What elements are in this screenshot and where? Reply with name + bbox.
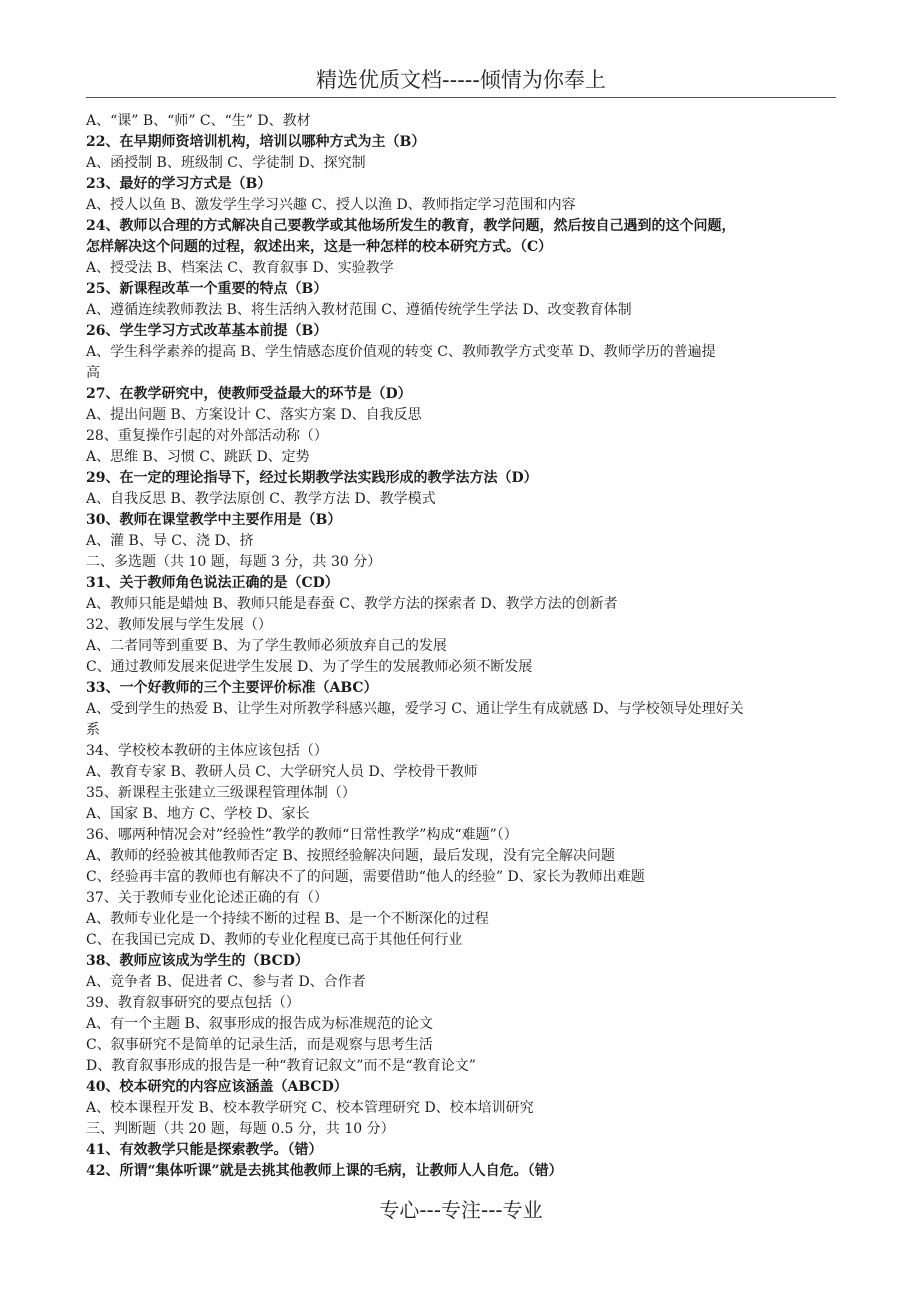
- text-line: A、教师专业化是一个持续不断的过程 B、是一个不断深化的过程: [86, 911, 489, 927]
- text-line: 36、哪两种情况会对”经验性”教学的教师“日常性教学”构成“难题”（）: [86, 827, 518, 843]
- text-line: 31、关于教师角色说法正确的是（CD）: [86, 575, 339, 591]
- text-line: A、校本课程开发 B、校本教学研究 C、校本管理研究 D、校本培训研究: [86, 1100, 534, 1116]
- text-line: A、函授制 B、班级制 C、学徒制 D、探究制: [86, 155, 366, 171]
- text-line: 41、有效教学只能是探索教学。（错）: [86, 1142, 323, 1158]
- text-line: 25、新课程改革一个重要的特点（B）: [86, 281, 328, 297]
- text-line: 40、校本研究的内容应该涵盖（ABCD）: [86, 1079, 348, 1095]
- text-line: A、二者同等到重要 B、为了学生教师必须放弃自己的发展: [86, 638, 447, 654]
- text-line: 37、关于教师专业化论述正确的有（）: [86, 890, 328, 906]
- text-line: 34、学校校本教研的主体应该包括（）: [86, 743, 328, 759]
- header-divider: [86, 97, 836, 98]
- text-line: 38、教师应该成为学生的（BCD）: [86, 953, 309, 969]
- text-line: D、教育叙事形成的报告是一种“教育记叙文”而不是“教育论文”: [86, 1058, 476, 1074]
- text-line: 26、学生学习方式改革基本前提（B）: [86, 323, 328, 339]
- text-line: 29、在一定的理论指导下，经过长期教学法实践形成的教学法方法（D）: [86, 470, 538, 486]
- text-line: 23、最好的学习方式是（B）: [86, 176, 272, 192]
- text-line: A、教师的经验被其他教师否定 B、按照经验解决问题，最后发现，没有完全解决问题: [86, 848, 615, 864]
- text-line: A、受到学生的热爱 B、让学生对所教学科感兴趣，爱学习 C、通让学生有成就感 D、与学校领导处理好关: [86, 701, 744, 717]
- text-line: A、遵循连续教师教法 B、将生活纳入教材范围 C、遵循传统学生学法 D、改变教育体制: [86, 302, 632, 318]
- text-line: A、提出问题 B、方案设计 C、落实方案 D、自我反思: [86, 407, 422, 423]
- text-line: A、教师只能是蜡烛 B、教师只能是春蚕 C、教学方法的探索者 D、教学方法的创新者: [86, 596, 618, 612]
- text-line: 系: [86, 722, 100, 738]
- text-line: 22、在早期师资培训机构，培训以哪种方式为主（B）: [86, 134, 426, 150]
- text-line: A、授人以鱼 B、激发学生学习兴趣 C、授人以渔 D、教师指定学习范围和内容: [86, 197, 576, 213]
- text-line: A、有一个主题 B、叙事形成的报告成为标准规范的论文: [86, 1016, 433, 1032]
- text-line: A、竞争者 B、促进者 C、参与者 D、合作者: [86, 974, 366, 990]
- text-line: A、授受法 B、档案法 C、教育叙事 D、实验教学: [86, 260, 394, 276]
- text-line: 39、教育叙事研究的要点包括（）: [86, 995, 300, 1011]
- document-body: [86, 111, 838, 1182]
- text-line: 33、一个好教师的三个主要评价标准（ABC）: [86, 680, 378, 696]
- footer-text: 专心---专注---专业: [379, 1198, 543, 1222]
- text-line: 32、教师发展与学生发展（）: [86, 617, 272, 633]
- text-line: 35、新课程主张建立三级课程管理体制（）: [86, 785, 356, 801]
- header-title: 精选优质文档-----倾情为你奉上: [316, 68, 606, 92]
- text-line: C、叙事研究不是简单的记录生活，而是观察与思考生活: [86, 1037, 433, 1053]
- text-line: C、通过教师发展来促进学生发展 D、为了学生的发展教师必须不断发展: [86, 659, 533, 675]
- text-line: 30、教师在课堂教学中主要作用是（B）: [86, 512, 342, 528]
- text-line: A、教育专家 B、教研人员 C、大学研究人员 D、学校骨干教师: [86, 764, 478, 780]
- text-line: 三、判断题（共 20 题，每题 0.5 分，共 10 分）: [86, 1121, 395, 1137]
- text-line: A、“课” B、“师” C、“生” D、教材: [86, 113, 311, 129]
- text-line: A、灌 B、导 C、浇 D、挤: [86, 533, 254, 549]
- text-line: 28、重复操作引起的对外部活动称（）: [86, 428, 328, 444]
- text-line: 怎样解决这个问题的过程，叙述出来，这是一种怎样的校本研究方式。（C）: [86, 239, 553, 255]
- text-line: C、经验再丰富的教师也有解决不了的问题，需要借助“他人的经验” D、家长为教师出难题: [86, 869, 645, 885]
- text-line: 24、教师以合理的方式解决自己要教学或其他场所发生的教育，教学问题，然后按自己遇到的这个问题，: [86, 218, 736, 234]
- text-line: C、在我国已完成 D、教师的专业化程度已高于其他任何行业: [86, 932, 463, 948]
- text-line: 42、所谓“集体听课”就是去挑其他教师上课的毛病，让教师人人自危。（错）: [86, 1163, 563, 1179]
- text-line: A、自我反思 B、教学法原创 C、教学方法 D、教学模式: [86, 491, 436, 507]
- text-line: A、学生科学素养的提高 B、学生情感态度价值观的转变 C、教师教学方式变革 D、教师学历的普遍提: [86, 344, 716, 360]
- text-line: 二、多选题（共 10 题，每题 3 分，共 30 分）: [86, 554, 382, 570]
- text-line: A、思维 B、习惯 C、跳跃 D、定势: [86, 449, 310, 465]
- text-line: A、国家 B、地方 C、学校 D、家长: [86, 806, 310, 822]
- text-line: 高: [86, 365, 100, 381]
- text-line: 27、在教学研究中，使教师受益最大的环节是（D）: [86, 386, 412, 402]
